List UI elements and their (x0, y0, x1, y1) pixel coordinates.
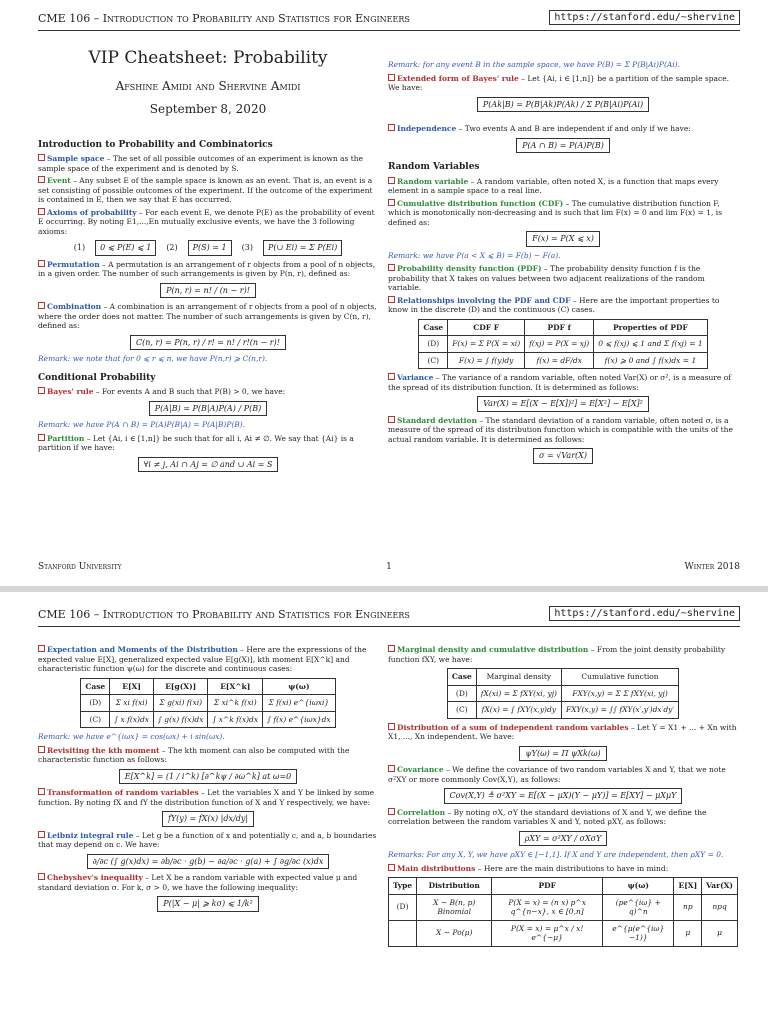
checkbox-bullet-icon (388, 74, 395, 81)
date: September 8, 2020 (149, 102, 267, 116)
formula-box: E[X^k] = (1 / i^k) [∂^kψ / ∂ω^k] at ω=0 (119, 769, 297, 785)
table-header: Var(X) (702, 878, 738, 895)
kth-moment-para: Revisiting the kth moment – The kth moment can also be computed with the characteristic function as follows: (38, 745, 350, 764)
covariance-para: Covariance – We define the covariance of two random variables X and Y, that we note σ²XY or more commonly Cov(X,Y), as follows: (388, 765, 726, 784)
moments-table (80, 678, 335, 729)
formula-box: P(n, r) = n! / (n − r)! (160, 283, 256, 299)
formula-box: C(n, r) = P(n, r) / r! = n! / r!(n − r)! (130, 335, 286, 351)
formula-box: fY(y) = fX(x) |dx/dy| (162, 811, 254, 827)
formula-box: σ = √Var(X) (533, 448, 593, 464)
table-header: E[X] (110, 678, 154, 695)
formula-box: ∂/∂c (∫ g(x)dx) = ∂b/∂c · g(b) − ∂a/∂c · g(a) + ∫ ∂g/∂c (x)dx (87, 854, 330, 870)
formula-box: P(A|B) = P(B|A)P(A) / P(B) (149, 401, 267, 417)
checkbox-bullet-icon (38, 788, 45, 795)
table-row: (D) Σ xi f(xi) Σ g(xi) f(xi) Σ xi^k f(xi) Σ f(xi) e^{iωxi} (81, 695, 335, 712)
correlation-para: Correlation – By noting σX, σY the standard deviations of X and Y, we define the correlation between the random variables X and Y, noted ρXY, as follows: (388, 807, 707, 826)
right-column (388, 56, 738, 468)
checkbox-bullet-icon (38, 302, 45, 309)
page-header (38, 10, 740, 31)
table-header: PDF (492, 878, 603, 895)
checkbox-bullet-icon (388, 373, 395, 380)
checkbox-bullet-icon (388, 765, 395, 772)
course-title: CME 106 – Introduction to Probability and Statistics for Engineers (38, 608, 410, 621)
checkbox-bullet-icon (388, 808, 395, 815)
pdf-para: Probability density function (PDF) – The probability density function f is the probability that X takes on values between two adjacent realizations of the random variable. (388, 264, 705, 292)
remark: Remark: we note that for 0 ⩽ r ⩽ n, we have P(n,r) ⩾ C(n,r). (38, 354, 268, 363)
formula-box: P(A ∩ B) = P(A)P(B) (516, 138, 610, 154)
checkbox-bullet-icon (388, 296, 395, 303)
combination-para: Combination – A combination is an arrangement of r objects from a pool of n objects, where the order does not matter. The number of such arrangements is given by C(n, r), defined as: (38, 302, 377, 330)
relationships-para: Relationships involving the PDF and CDF – Here are the important properties to know in the discrete (D) and the continuous (C) cases. (388, 295, 720, 314)
random-variable-para: Random variable – A random variable, often noted X, is a function that maps every element in a sample space to a real line. (388, 176, 719, 195)
marginal-table (447, 668, 679, 719)
checkbox-bullet-icon (38, 434, 45, 441)
bayes-para: Bayes' rule – For events A and B such that P(B) > 0, we have: (38, 387, 378, 397)
formula-box: Cov(X,Y) ≜ σ²XY = E[(X − μX)(Y − μY)] = E[XY] − μXμY (444, 788, 683, 804)
table-row: (D) X ∼ B(n, p) Binomial P(X = x) = (n x) p^x q^{n−x}, x ∈ [0,n] (pe^{iω} + q)^n np npq (389, 894, 738, 920)
section-heading: Introduction to Probability and Combinatorics (38, 139, 273, 150)
table-header: ψ(ω) (603, 878, 674, 895)
formula-box: P(∪ Ei) = Σ P(Ei) (263, 240, 342, 256)
table-header: Case (447, 669, 476, 686)
std-para: Standard deviation – The standard deviation of a random variable, often noted σ, is a measure of the spread of its distribution function which is compatible with the units of the actual random variable. It is determined as follows: (388, 415, 733, 444)
section-heading: Conditional Probability (38, 372, 156, 383)
checkbox-bullet-icon (38, 387, 45, 394)
checkbox-bullet-icon (388, 416, 395, 423)
table-header: Cumulative function (561, 669, 678, 686)
table-header: Type (389, 878, 417, 895)
table-header: Marginal density (476, 669, 561, 686)
table-row: (D) fX(xi) = Σ fXY(xi, yj) FXY(x,y) = Σ Σ fXY(xi, yj) (447, 685, 678, 702)
table-header: Distribution (417, 878, 492, 895)
expectation-para: Expectation and Moments of the Distribution – Here are the expressions of the expected value E[X], generalized expected value E[g(X)], kth moment E[X^k] and characteristic function ψ(ω) for the discrete and continuous cases: (38, 645, 367, 673)
formula-box: P(|X − μ| ⩾ kσ) ⩽ 1/k² (157, 896, 258, 912)
axioms-formulas: (1) 0 ⩽ P(E) ⩽ 1 (2) P(S) = 1 (3) P(∪ Ei) = Σ P(Ei) (38, 240, 378, 256)
remark: Remark: we have e^{iωx} = cos(ωx) + i sin(ωx). (38, 732, 225, 741)
header-url-link[interactable]: https://stanford.edu/~shervine (549, 10, 740, 25)
remark: Remark: we have P(a < X ⩽ B) = F(b) − F(a). (388, 250, 561, 260)
table-header: E[X^k] (208, 678, 263, 695)
remark: Remark: for any event B in the sample space, we have P(B) = Σ P(B|Ai)P(Ai). (388, 60, 680, 69)
formula-box: 0 ⩽ P(E) ⩽ 1 (95, 240, 156, 256)
chebyshev-para: Chebyshev's inequality – Let X be a random variable with expected value μ and standard deviation σ. For k, σ > 0, we have the following inequality: (38, 873, 358, 892)
main-distributions-para: Main distributions – Here are the main distributions to have in mind: (388, 864, 738, 874)
document-title: VIP Cheatsheet: Probability (88, 48, 328, 68)
checkbox-bullet-icon (388, 199, 395, 206)
checkbox-bullet-icon (38, 746, 45, 753)
checkbox-bullet-icon (38, 873, 45, 880)
partition-para: Partition – Let {Ai, i ∈ [1,n]} be such that for all i, Ai ≠ ∅. We say that {Ai} is a partition if we have: (38, 433, 354, 452)
variance-para: Variance – The variance of a random variable, often noted Var(X) or σ², is a measure of the spread of its distribution function. It is determined as follows: (388, 373, 732, 392)
table-row: (C) fX(x) = ∫ fXY(x,y)dy FXY(x,y) = ∫∫ fXY(x′,y′)dx′dy′ (447, 702, 678, 719)
cdf-para: Cumulative distribution function (CDF) – The cumulative distribution function F, which is monotonically non-decreasing and is such that lim F(x) = 0 and lim F(x) = 1, is defined as: (388, 198, 723, 227)
checkbox-bullet-icon (38, 831, 45, 838)
table-header: Case (81, 678, 110, 695)
remark: Remarks: For any X, Y, we have ρXY ∈ [−1,1]. If X and Y are independent, then ρXY = 0. (388, 850, 724, 859)
section-heading: Random Variables (388, 162, 480, 172)
formula-box: P(S) = 1 (188, 240, 232, 256)
transformation-para: Transformation of random variables – Let the variables X and Y be linked by some function. By noting fX and fY the distribution function of X and Y respectively, we have: (38, 788, 375, 807)
event-para: Event – Any subset E of the sample space is known as an event. That is, an event is a set consisting of possible outcomes of the experiment. If the outcome of the experiment is contained in E, then we say that E has occurred. (38, 176, 373, 204)
checkbox-bullet-icon (388, 264, 395, 271)
marginal-para: Marginal density and cumulative distribution – From the joint density probability function fXY, we have: (388, 645, 726, 664)
checkbox-bullet-icon (38, 260, 45, 267)
checkbox-bullet-icon (38, 208, 45, 215)
checkbox-bullet-icon (38, 154, 45, 161)
table-header: E[g(X)] (153, 678, 207, 695)
checkbox-bullet-icon (388, 723, 395, 730)
page-1: CME 106 – Introduction to Probability and Statistics for Engineers https://stanford.edu/~shervine VIP Cheatsheet: Probability Afshine Amidi and Shervine Amidi September 8, 2020 Introduction to Probability and Combinatorics Sample space – The set of all possible outcomes of an experiment is known as the sample space of the experiment and is denoted by S. Event – Any subset E of the sample space is known as an event. That is, an event is a set consisting of possible outcomes of the experiment. If the outcome of the experiment is contained in E, then we say that E has occurred. Axioms of probability – For each event E, we denote P(E) as the probability of event E occurring. By noting E1,...,En mutually exclusive events, we have the 3 following axioms: (1) 0 ⩽ P(E) ⩽ 1 (2) P(S) = 1 (3) P(∪ Ei) = Σ P(Ei) Permutation – A permutation is an arrangement of r objects from a pool of n objects, in a given order. The number of such arrangements is given by P(n, r), defined as: P(n, r) = n! / (n − r)! Combination – A combination is an arrangement of r objects from a pool of n objects, where the order does not matter. The number of such arrangements is given by C(n, r), defined as: C(n, r) = P(n, r) / r! = n! / r!(n − r)! Remark: we note that for 0 ⩽ r ⩽ n, we have P(n,r) ⩾ C(n,r). Conditional Probability Bayes' rule – For events A and B such that P(B) > 0, we have: P(A|B) = P(B|A)P(A) / P(B) Remark: we have P(A ∩ B) = P(A)P(B|A) = P(A|B)P(B). Partition – Let {Ai, i ∈ [1,n]} be such that for all i, Ai ≠ ∅. We say that {Ai} is a partition if we have: ∀i ≠ j, Ai ∩ Aj = ∅ and ∪ Ai = S Remark: for any event B in the sample space, we have P(B) = Σ P(B|Ai)P(Ai). Extended form of Bayes' rule – Let {Ai, i ∈ [1,n]} be a partition of the sample space. We have: P(Ak|B) = P(B|Ak)P(Ak) / Σ P(B|Ai)P(Ai) Independence – Two events A and B are independent if and only if we have: P(A ∩ B) = P(A)P(B) Random Variables Random variable – A random variable, often noted X, is a function that maps every element in a sample space to a real line. Cumulative distribution function (CDF) – The cumulative distribution function F, which is monotonically non-decreasing and is such that lim F(x) = 0 and lim F(x) = 1, is defined as: F(x) = P(X ⩽ x) Remark: we have P(a < X ⩽ B) = F(b) − F(a). Probability density function (PDF) – The probability density function f is the probability that X takes on values between two adjacent realizations of the random variable. Relationships involving the PDF and CDF – Here are the important properties to know in the discrete (D) and the continuous (C) cases. Case CDF F PDF f Properties of PDF (D) F(x) = Σ P(X = xi) f(xj) = P(X = xj) 0 ⩽ f(xj) ⩽ 1 and Σ f(xj) = 1 (C) F(x) = ∫ f(y)dy f(x) = dF/dx f(x) ⩾ 0 and ∫ f(x)dx = 1 Variance – The variance of a random variable, often noted Var(X) or σ², is a measure of the spread of its distribution function. It is determined as follows: Var(X) = E[(X − E[X])²] = E[X²] − E[X]² Standard deviation – The standard deviation of a random variable, often noted σ, is a measure of the spread of its distribution function which is compatible with the units of the actual random variable. It is determined as follows: σ = √Var(X) Stanford University 1 Winter 2018 (0, 0, 768, 586)
formula-box: P(Ak|B) = P(B|Ak)P(Ak) / Σ P(B|Ai)P(Ai) (477, 97, 649, 113)
checkbox-bullet-icon (388, 177, 395, 184)
permutation-para: Permutation – A permutation is an arrangement of r objects from a pool of n objects, in a given order. The number of such arrangements is given by P(n, r), defined as: (38, 259, 376, 278)
table-header: ψ(ω) (263, 678, 336, 695)
checkbox-bullet-icon (388, 864, 395, 871)
page-header (38, 606, 740, 627)
checkbox-bullet-icon (38, 645, 45, 652)
table-row: (C) ∫ x f(x)dx ∫ g(x) f(x)dx ∫ x^k f(x)dx ∫ f(x) e^{iωx}dx (81, 711, 335, 728)
pdf-cdf-table (418, 319, 707, 370)
table-header: CDF F (448, 319, 525, 336)
formula-box: ∀i ≠ j, Ai ∩ Aj = ∅ and ∪ Ai = S (138, 457, 279, 473)
authors: Afshine Amidi and Shervine Amidi (115, 78, 301, 93)
table-header: PDF f (525, 319, 594, 336)
left-column (38, 642, 378, 916)
right-column (388, 642, 738, 951)
formula-box: ψY(ω) = Π ψXk(ω) (519, 746, 606, 762)
formula-box: F(x) = P(X ⩽ x) (526, 231, 600, 247)
extended-bayes-para: Extended form of Bayes' rule – Let {Ai, i ∈ [1,n]} be a partition of the sample space. We have: (388, 73, 730, 92)
distributions-table (388, 877, 738, 947)
checkbox-bullet-icon (38, 176, 45, 183)
sample-space-para: Sample space – The set of all possible outcomes of an experiment is known as the sample space of the experiment and is denoted by S. (38, 154, 364, 173)
table-header: E[X] (674, 878, 702, 895)
table-row: X ∼ Po(μ) P(X = x) = μ^x / x! e^{−μ} e^{μ(e^{iω}−1)} μ μ (389, 920, 738, 946)
table-row: (D) F(x) = Σ P(X = xi) f(xj) = P(X = xj) 0 ⩽ f(xj) ⩽ 1 and Σ f(xj) = 1 (419, 336, 707, 353)
checkbox-bullet-icon (388, 124, 395, 131)
sum-distribution-para: Distribution of a sum of independent random variables – Let Y = X1 + ... + Xn with X1, ..., Xn independent. We have: (388, 722, 737, 741)
checkbox-bullet-icon (388, 645, 395, 652)
table-row: (C) F(x) = ∫ f(y)dy f(x) = dF/dx f(x) ⩾ 0 and ∫ f(x)dx = 1 (419, 352, 707, 369)
axioms-para: Axioms of probability – For each event E, we denote P(E) as the probability of event E occurring. By noting E1,...,En mutually exclusive events, we have the 3 following axioms: (38, 207, 375, 236)
independence-para: Independence – Two events A and B are independent if and only if we have: (388, 124, 738, 134)
course-title: CME 106 – Introduction to Probability and Statistics for Engineers (38, 12, 410, 25)
remark: Remark: we have P(A ∩ B) = P(A)P(B|A) = P(A|B)P(B). (38, 420, 246, 429)
leibniz-para: Leibniz integral rule – Let g be a function of x and potentially c, and a, b boundaries that may depend on c. We have: (38, 830, 377, 849)
table-header: Case (419, 319, 448, 336)
page-number: 1 (386, 562, 392, 572)
left-column (38, 40, 378, 476)
formula-box: Var(X) = E[(X − E[X])²] = E[X²] − E[X]² (477, 396, 649, 412)
table-header: Properties of PDF (594, 319, 707, 336)
page-2 (0, 592, 768, 1024)
formula-box: ρXY = σ²XY / σXσY (519, 831, 608, 847)
header-url-link[interactable]: https://stanford.edu/~shervine (549, 606, 740, 621)
